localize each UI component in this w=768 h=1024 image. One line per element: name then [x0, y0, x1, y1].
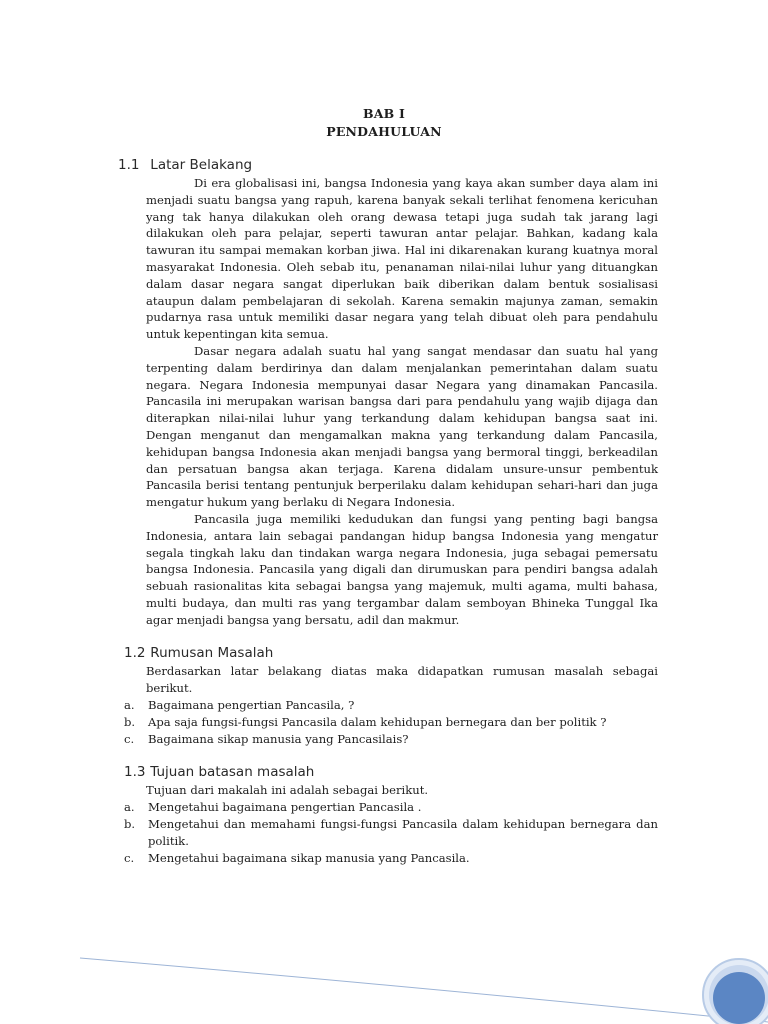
- objective-intro: Tujuan dari makalah ini adalah sebagai berikut.: [146, 783, 429, 797]
- chapter-title: PENDAHULUAN: [326, 124, 442, 139]
- section-title: Latar Belakang: [150, 157, 253, 173]
- section-title: Rumusan Masalah: [150, 645, 274, 661]
- section-number: 1.2: [124, 645, 146, 661]
- problem-intro: Berdasarkan latar belakang diatas maka didapatkan rumusan masalah sebagai berikut.: [146, 664, 658, 695]
- section-number: 1.3: [124, 764, 146, 780]
- list-letter: b.: [124, 817, 136, 831]
- list-letter: a.: [124, 698, 135, 712]
- paragraph: Dasar negara adalah suatu hal yang sangat mendasar dan suatu hal yang terpenting dalam berdirinya dan dalam menjalankan pemerintahan dalam suatu negara. Negara Indonesia mempunyai dasar Negara yang dinamakan Pancasila. Pancasila ini merupakan warisan bangsa dari para pendahulu yang wajib dijaga dan diterapkan nilai-nilai luhur yang terkandung dalam kehidupan bangsa saat ini. Dengan menganut dan mengamalkan makna yang terkandung dalam Pancasila, kehidupan bangsa Indonesia akan menjadi bangsa yang bermoral tinggi, berkeadilan dan persatuan bangsa akan terjaga. Karena didalam unsure-unsur pembentuk Pancasila berisi tentang pentunjuk berperilaku dalam kehidupan sehari-hari dan juga mengatur hukum yang berlaku di Negara Indonesia.: [146, 343, 658, 510]
- footer-circle-inner: [713, 972, 765, 1024]
- list-letter: a.: [124, 800, 135, 814]
- footer-curve-line: [80, 958, 768, 1022]
- list-text: Mengetahui bagaimana pengertian Pancasila .: [148, 800, 422, 814]
- list-letter: c.: [124, 732, 135, 746]
- paragraph: Pancasila juga memiliki kedudukan dan fungsi yang penting bagi bangsa Indonesia, antara lain sebagai pandangan hidup bangsa Indonesia yang mengatur segala tingkah laku dan tindakan warga negara Indonesia, juga sebagai pemersatu bangsa Indonesia. Pancasila yang digali dan dirumuskan para pendiri bangsa adalah sebuah rasionalitas kita sebagai bangsa yang majemuk, multi agama, multi bahasa, multi budaya, dan multi ras yang tergambar dalam semboyan Bhineka Tunggal Ika agar menjadi bangsa yang bersatu, adil dan makmur.: [146, 511, 658, 627]
- list-text: Mengetahui bagaimana sikap manusia yang Pancasila.: [148, 851, 470, 865]
- list-letter: c.: [124, 851, 135, 865]
- list-text: Bagaimana pengertian Pancasila, ?: [148, 698, 355, 712]
- chapter-label: BAB I: [362, 106, 406, 121]
- section-number: 1.1: [118, 157, 140, 173]
- list-letter: b.: [124, 715, 136, 729]
- paragraph: Di era globalisasi ini, bangsa Indonesia yang kaya akan sumber daya alam ini menjadi suatu bangsa yang rapuh, karena banyak sekali terlihat fenomena kericuhan yang tak hanya dilakukan oleh orang dewasa tetapi juga sudah tak jarang lagi dilakukan oleh para pelajar, seperti tawuran antar pelajar. Bahkan, kadang kala tawuran itu sampai memakan korban jiwa. Hal ini dikarenakan kurang kuatnya moral masyarakat Indonesia. Oleh sebab itu, penanaman nilai-nilai luhur yang dituangkan dalam dasar negara sangat diperlukan baik diberikan dalam bentuk sosialisasi ataupun dalam pembelajaran di sekolah. Karena semakin majunya zaman, semakin pudarnya rasa untuk memiliki dasar negara yang telah dibuat oleh para pendahulu untuk kepentingan kita semua.: [146, 176, 658, 342]
- section-title: Tujuan batasan masalah: [150, 764, 315, 780]
- list-text: Mengetahui dan memahami fungsi-fungsi Pancasila dalam kehidupan bernegara dan politik.: [148, 817, 658, 848]
- list-text: Apa saja fungsi-fungsi Pancasila dalam kehidupan bernegara dan ber politik ?: [148, 715, 607, 729]
- list-text: Bagaimana sikap manusia yang Pancasilais?: [148, 732, 409, 746]
